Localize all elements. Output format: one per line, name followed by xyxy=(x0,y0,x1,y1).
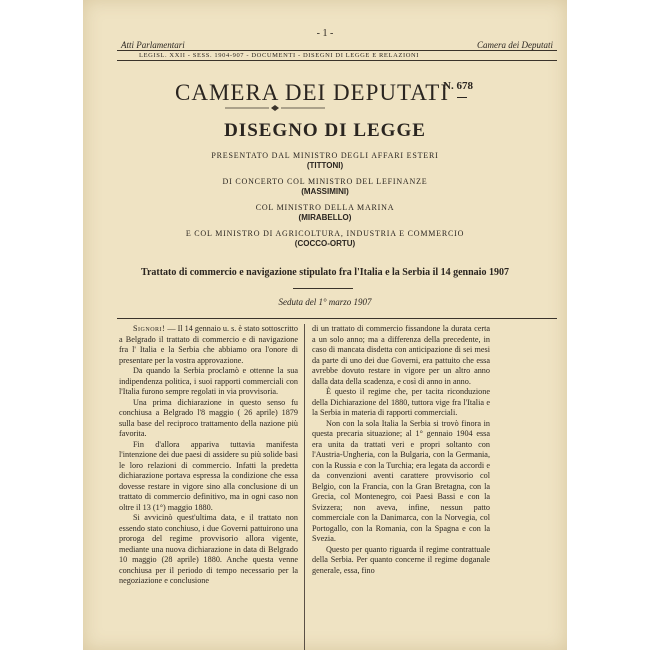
body-rule xyxy=(117,318,557,319)
salutation: Signori! xyxy=(133,324,166,333)
document-page xyxy=(83,0,567,650)
minister-name-4: (COCCO-ORTU) xyxy=(294,239,356,248)
running-header-left: Atti Parlamentari xyxy=(121,40,185,50)
bill-subject: Trattato di commercio e navigazione stipulato fra l'Italia e la Serbia il 14 gennaio 1907 xyxy=(141,267,509,278)
number-dash xyxy=(457,97,467,98)
agriculture-line: E COL MINISTRO DI AGRICOLTURA, INDUSTRIA E COMMERCIO xyxy=(185,229,465,238)
page-number: - 1 - xyxy=(316,28,334,39)
paragraph: Una prima dichiarazione in questo senso fu conchiusa a Belgrado l'8 maggio ( 26 aprile) 1879 sulla base del reciproco trattamento della nazione più favorita. xyxy=(119,397,298,438)
document-number: N. 678 xyxy=(443,80,473,92)
chamber-title: CAMERA DEI DEPUTATI xyxy=(175,80,449,105)
header-rule xyxy=(117,50,557,51)
paragraph: di un trattato di commercio fissandone la durata certa a un solo anno; ma a differenza della precedente, in caso di mancata disdetta con anticipazione di sei mesi da parte di uno dei due Governi, era pattuito che essa avrebbe dovuto restare in vigore per un altro anno dalla data della scadenza, e così di anno in anno. xyxy=(312,324,490,386)
minister-name-3: (MIRABELLO) xyxy=(298,213,352,222)
concert-line: DI CONCERTO COL MINISTRO DEL LEFINANZE xyxy=(222,177,428,186)
legislature-line: LEGISL. XXII - SESS. 1904-907 - DOCUMENTI - DISEGNI DI LEGGE E RELAZIONI xyxy=(139,52,420,59)
paragraph: Da quando la Serbia proclamò e ottenne la sua indipendenza politica, i suoi rapporti commerciali con l'Italia furono sempre regolati in via provvisoria. xyxy=(119,366,298,396)
column-separator xyxy=(304,324,305,650)
paragraph: Si avvicinò quest'ultima data, e il trattato non essendo stato conchiuso, i due Governi pattuirono una proroga del regime provvisorio allora vigente, mediante una nuova dichiarazione in data di Belgrado 10 maggio (28 aprile) 1880. Anche questa venne conchiusa per il periodo di tempo necessario per la negoziazione e conclusione xyxy=(119,513,298,585)
paragraph: Questo per quanto riguarda il regime contrattuale della Serbia. Per quanto concerne il regime doganale generale, essa, fino xyxy=(312,544,490,575)
subject-rule xyxy=(293,288,353,289)
minister-name-1: (TITTONI) xyxy=(306,161,344,170)
header-rule-lower xyxy=(117,60,557,61)
presenter-line: PRESENTATO DAL MINISTRO DEGLI AFFARI ESTERI xyxy=(211,151,439,160)
ornament-rule xyxy=(225,104,325,112)
bill-heading: DISEGNO DI LEGGE xyxy=(224,120,426,141)
navy-line: COL MINISTRO DELLA MARINA xyxy=(255,203,395,212)
paragraph-text: — Il 14 gennaio u. s. è stato sottoscritto a Belgrado il trattato di commercio e di navigazione fra l' Italia e la Serbia che abbiamo ora l'onore di presentare per la vostra approvazione. xyxy=(119,324,298,365)
running-header-right: Camera dei Deputati xyxy=(477,40,553,50)
paragraph: È questo il regime che, per tacita riconduzione della Dichiarazione del 1880, tuttora vige fra l'Italia e la Serbia in materia di rapporti commerciali. xyxy=(312,387,490,417)
paragraph xyxy=(119,324,298,366)
body-column-right xyxy=(312,324,490,576)
paragraph: Fin d'allora appariva tuttavia manifesta l'intenzione dei due paesi di assidere su più solide basi le loro relazioni di commercio. Infatti la predetta dichiarazione portava espressa la condizione che essa dovesse restare in vigore sino alla conclusione di un trattato di commercio definitivo, ma in ogni caso non oltre il 13 (1°) maggio 1880. xyxy=(119,439,298,512)
paragraph: Non con la sola Italia la Serbia si trovò finora in questa precaria situazione; al 1° gennaio 1904 essa era unita da trattati veri e propri soltanto con l'Austria-Ungheria, con la Bulgaria, con la Germania, con la Russia e con la Turchia; era legata da accordi e da convenzioni aventi carattere provvisorio col Belgio, con la Francia, con la Gran Bretagna, con la Grecia, col Montenegro, coi Paesi Bassi e con la Svizzera; non aveva, infine, nessun patto commerciale con la Danimarca, con la Norvegia, col Portogallo, con la Romania, con la Spagna e con la Svezia. xyxy=(312,418,490,543)
minister-name-2: (MASSIMINI) xyxy=(301,187,349,196)
session-date: Seduta del 1° marzo 1907 xyxy=(278,297,372,307)
body-column-left xyxy=(119,324,298,587)
